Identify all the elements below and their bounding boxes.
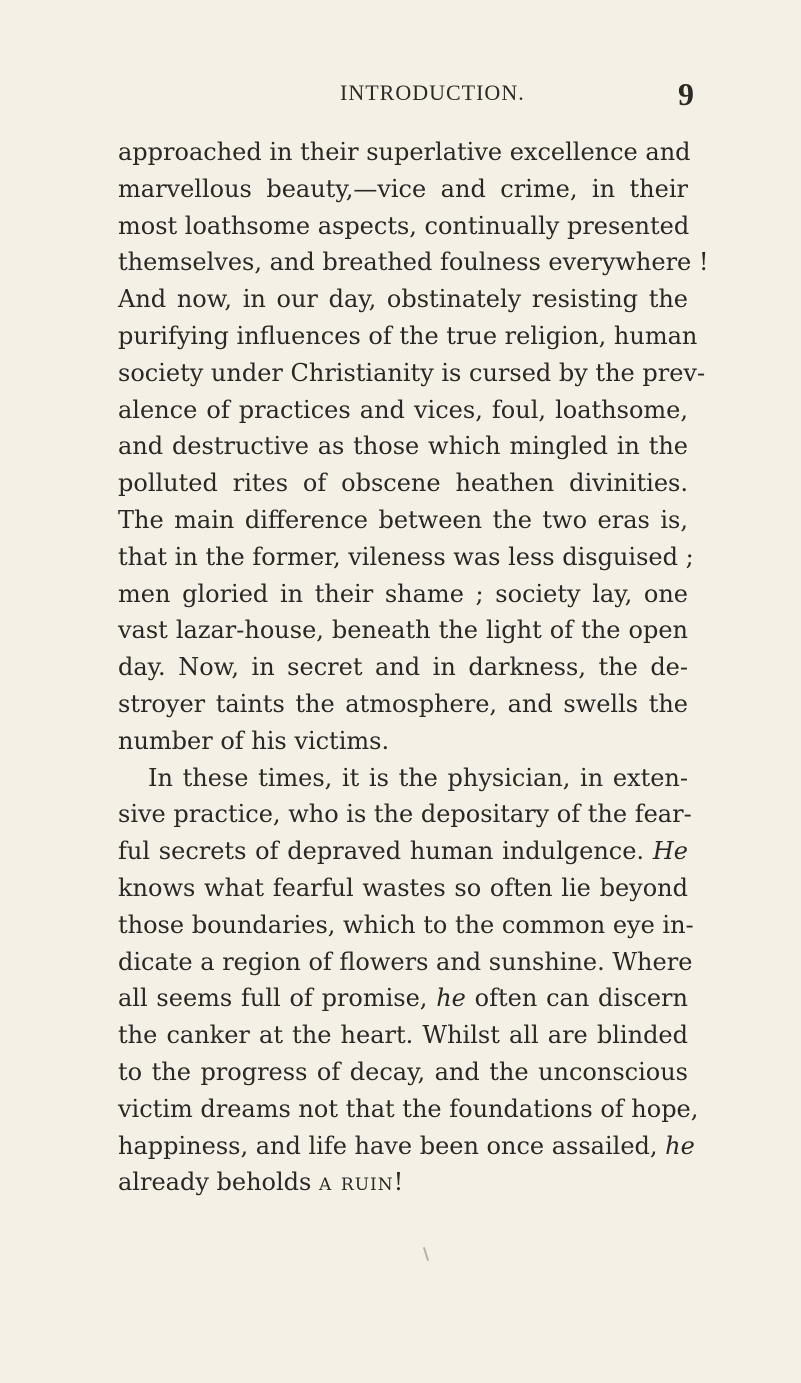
text-line: day. Now, in secret and in darkness, the de-	[118, 653, 688, 682]
text-segment: happiness, and life have been once assailed,	[118, 1131, 658, 1160]
text-line: most loathsome aspects, continually presented	[118, 211, 690, 240]
text-segment: all seems full of promise,	[118, 984, 428, 1013]
running-head: INTRODUCTION.	[340, 80, 525, 105]
text-line: marvellous beauty,—vice and crime, in their	[118, 174, 688, 203]
text-line	[118, 1128, 695, 1165]
text-line: knows what fearful wastes so often lie beyond	[118, 873, 688, 902]
text-line: And now, in our day, obstinately resisting the	[118, 285, 688, 314]
text-line: number of his victims.	[118, 726, 390, 755]
text-segment: already beholds	[118, 1168, 312, 1197]
text-line: those boundaries, which to the common eye in-	[118, 910, 694, 939]
text-line	[118, 833, 688, 870]
text-line: stroyer taints the atmosphere, and swells the	[118, 689, 688, 718]
stray-mark	[423, 1247, 429, 1261]
closing-phrase: a ruin	[319, 1168, 394, 1197]
text-line: The main difference between the two eras is,	[118, 505, 688, 534]
text-line: alence of practices and vices, foul, loathsome,	[118, 395, 688, 424]
emphasis-he: he	[665, 1131, 695, 1160]
text-line: sive practice, who is the depositary of the fear-	[118, 800, 692, 829]
text-line: the canker at the heart. Whilst all are blinded	[118, 1021, 688, 1050]
text-line: polluted rites of obscene heathen divinities.	[118, 469, 688, 498]
text-line: themselves, and breathed foulness everywhere !	[118, 248, 709, 277]
text-line: men gloried in their shame ; society lay, one	[118, 579, 688, 608]
text-segment: often can discern	[474, 984, 688, 1013]
text-line: vast lazar-house, beneath the light of the open	[118, 616, 688, 645]
text-line: victim dreams not that the foundations of hope,	[118, 1094, 699, 1123]
emphasis-he: He	[652, 837, 688, 866]
text-line: approached in their superlative excellence and	[118, 138, 691, 166]
text-segment: ful secrets of depraved human indulgence.	[118, 837, 645, 866]
text-line: and destructive as those which mingled in the	[118, 432, 688, 461]
body-text	[118, 134, 709, 1201]
emphasis-he: he	[436, 984, 466, 1013]
text-line	[118, 980, 688, 1017]
text-line	[118, 1164, 688, 1201]
page-number: 9	[678, 76, 694, 112]
closing-punctuation: !	[393, 1168, 404, 1197]
text-line: to the progress of decay, and the unconscious	[118, 1057, 688, 1086]
text-line: society under Christianity is cursed by the prev-	[118, 358, 706, 387]
text-line: that in the former, vileness was less disguised ;	[118, 542, 694, 571]
text-line: dicate a region of flowers and sunshine. Where	[118, 947, 693, 976]
text-line: purifying influences of the true religion, human	[118, 321, 698, 350]
text-line: In these times, it is the physician, in exten-	[148, 763, 688, 792]
page-header	[0, 76, 801, 120]
